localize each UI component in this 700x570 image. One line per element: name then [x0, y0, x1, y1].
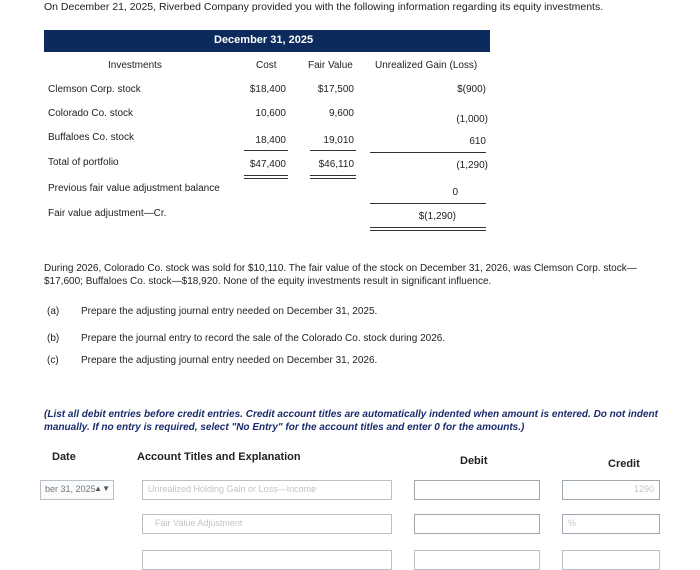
header-unrealized: Unrealized Gain (Loss): [375, 60, 478, 71]
account-title-input-3[interactable]: [142, 550, 392, 570]
req-b-text: Prepare the journal entry to record the sale of the Colorado Co. stock during 2026.: [81, 333, 446, 344]
header-cost: Cost: [256, 60, 277, 71]
col-header-debit: Debit: [460, 455, 488, 467]
req-b-letter: (b): [47, 333, 60, 344]
row-label-colorado: Colorado Co. stock: [48, 108, 134, 119]
credit-input-2[interactable]: %: [562, 514, 660, 534]
account-title-input-1[interactable]: Unrealized Holding Gain or Loss—Income: [142, 480, 392, 500]
debit-input-3[interactable]: [414, 550, 540, 570]
instruction-note: (List all debit entries before credit entries. Credit account titles are automatically indented when amount is entered. Do not indent manually. If no entry is required, select "No Entry" for the account titles and enter 0 for the amounts.): [44, 409, 658, 433]
fv-subtotal-line: [310, 150, 356, 151]
debit-input-2[interactable]: [414, 514, 540, 534]
req-c-letter: (c): [47, 355, 59, 366]
row-cost-colorado: 10,600: [255, 108, 286, 119]
header-investments: Investments: [108, 60, 162, 71]
row-label-total: Total of portfolio: [48, 157, 119, 168]
row-label-previous-adjustment: Previous fair value adjustment balance: [48, 183, 220, 194]
table-header-band: [44, 30, 490, 52]
problem-paragraph: During 2026, Colorado Co. stock was sold for $10,110. The fair value of the stock on December 31, 2026, was Clemson Corp. stock—$17,600; Buffaloes Co. stock—$18,920. None of the equity investments result in significant influence.: [44, 263, 637, 287]
adjustment-line: [370, 203, 486, 204]
col-header-date: Date: [52, 451, 76, 463]
row-label-clemson: Clemson Corp. stock: [48, 84, 141, 95]
table-date-title: December 31, 2025: [214, 34, 314, 46]
req-c-text: Prepare the adjusting journal entry needed on December 31, 2026.: [81, 355, 378, 366]
date-select[interactable]: [40, 480, 114, 500]
journal-entry-grid: [38, 472, 700, 556]
fv-total-double-line: [310, 175, 356, 179]
credit-input-1[interactable]: 1290: [562, 480, 660, 500]
cost-subtotal-line: [244, 150, 288, 151]
col-header-credit: Credit: [608, 458, 640, 470]
req-a-letter: (a): [47, 306, 60, 317]
cost-total-double-line: [244, 175, 288, 179]
row-gain-total: (1,290): [456, 160, 488, 171]
investment-table: [44, 30, 490, 240]
row-fv-total: $46,110: [318, 159, 354, 170]
row-gain-clemson: $(900): [457, 84, 486, 95]
intro-text: On December 21, 2025, Riverbed Company provided you with the following information regarding its equity investments.: [44, 1, 604, 13]
row-fv-buffaloes: 19,010: [323, 135, 354, 146]
row-gain-colorado: (1,000): [456, 114, 488, 125]
row-cost-total: $47,400: [249, 159, 286, 170]
row-label-buffaloes: Buffaloes Co. stock: [48, 132, 134, 143]
row-cost-clemson: $18,400: [249, 84, 286, 95]
gain-subtotal-line: [370, 152, 486, 153]
row-fv-colorado: 9,600: [328, 108, 354, 119]
row-cost-buffaloes: 18,400: [255, 135, 286, 146]
req-a-text: Prepare the adjusting journal entry needed on December 31, 2025.: [81, 306, 378, 317]
account-title-input-2[interactable]: Fair Value Adjustment: [142, 514, 392, 534]
debit-input-1[interactable]: [414, 480, 540, 500]
row-label-fair-value-adjustment: Fair value adjustment—Cr.: [48, 208, 167, 219]
date-select-value: ber 31, 2025: [45, 484, 96, 494]
col-header-account: Account Titles and Explanation: [137, 451, 301, 463]
row-fv-clemson: $17,500: [317, 84, 354, 95]
updown-arrows-icon: ▲▼: [94, 484, 110, 493]
row-gain-previous-adjustment: 0: [452, 187, 458, 198]
adjustment-double-line: [370, 227, 486, 231]
row-gain-fair-value-adjustment: $(1,290): [418, 211, 456, 222]
row-gain-buffaloes: 610: [469, 136, 486, 147]
credit-input-3[interactable]: [562, 550, 660, 570]
header-fair-value: Fair Value: [308, 60, 353, 71]
